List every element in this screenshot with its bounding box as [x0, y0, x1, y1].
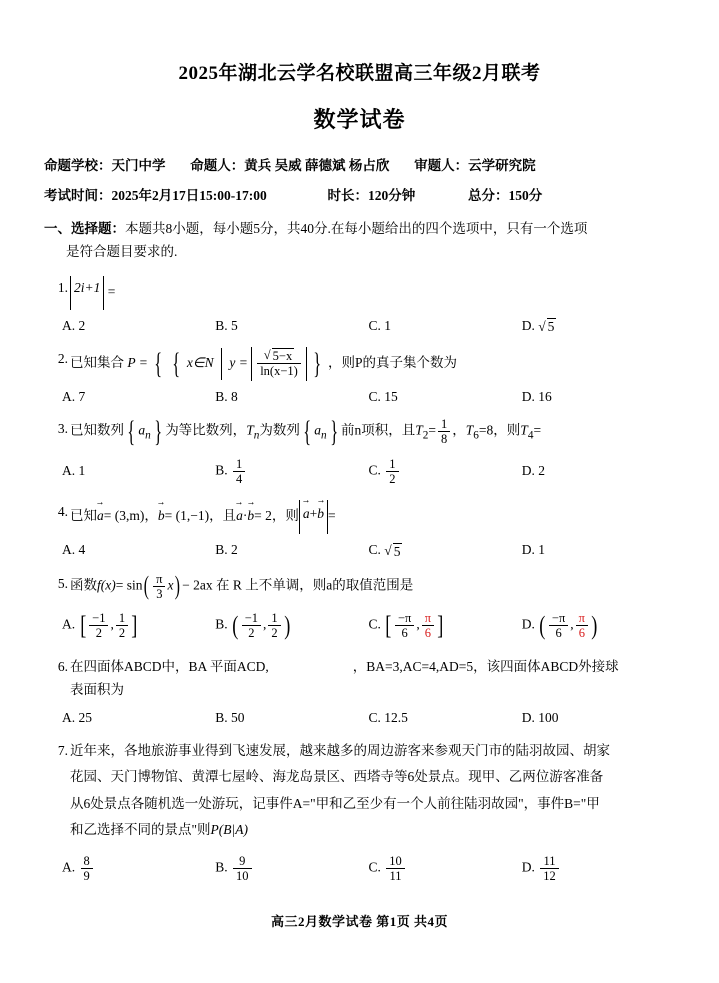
question-7 [44, 738, 675, 843]
question-2-stem [70, 347, 675, 381]
q7-line-4-text: 和乙选择不同的景点"则 [70, 821, 211, 837]
denominator: 6 [395, 625, 414, 640]
section-1-heading [44, 218, 675, 264]
page-title-line1: 2025年湖北云学名校联盟高三年级2月联考 [178, 63, 541, 84]
option-d[interactable] [522, 318, 675, 335]
q7-line-2: 花园、天门博物馆、黄潭七屋岭、海龙岛景区、西塔寺等6处景点。现甲、乙两位游客准备 [70, 769, 604, 785]
paren-right-icon: ) [175, 571, 181, 601]
paren-right-icon: ) [283, 610, 290, 640]
q6-text-c: 表面积为 [70, 682, 124, 698]
q3-sub-6: 6 [473, 429, 479, 442]
q3-text-2: 为等比数列， [165, 422, 247, 438]
fraction [386, 457, 398, 486]
set-condition-y: y = [229, 355, 248, 371]
option-d[interactable] [522, 854, 675, 883]
q3-sub-n3: n [320, 429, 327, 442]
denominator: 11 [386, 868, 405, 883]
q7-probability-expr: P(B|A) [210, 821, 248, 837]
q5-text-2: = sin [115, 577, 143, 593]
denominator: 2 [268, 625, 280, 640]
denominator: 2 [89, 625, 108, 640]
brace-right-icon: } [313, 347, 322, 381]
denominator: 8 [438, 431, 450, 446]
option-c[interactable] [369, 854, 522, 883]
q4-a-eq: = (3,m) [103, 508, 145, 524]
fraction [438, 417, 450, 446]
denominator: 2 [242, 625, 261, 640]
q3-text-1: 已知数列 [70, 422, 124, 438]
question-4-stem [70, 500, 675, 534]
fraction [89, 611, 108, 640]
option-b-label: B. [215, 859, 232, 875]
q7-line-4 [70, 817, 675, 843]
numerator: −1 [92, 611, 106, 626]
abs-bars-2 [251, 347, 307, 381]
bracket-right-icon: ] [437, 610, 444, 640]
option-c[interactable]: C. 12.5 [368, 709, 408, 725]
option-b[interactable] [215, 854, 368, 883]
paren-left-icon: ( [539, 610, 546, 640]
q3-eq-1: = [428, 422, 437, 438]
page-title-line2: 数学试卷 [313, 107, 406, 132]
sqrt-icon: √ [263, 348, 271, 363]
radicand: 5−x [272, 348, 293, 363]
numerator: −π [551, 611, 566, 626]
bracket-left-icon: [ [79, 610, 86, 640]
q5-text-3: − 2ax 在 R 上不单调，则a的取值范围是 [182, 577, 414, 593]
bracket-left-icon: [ [385, 610, 392, 640]
denominator: 4 [233, 471, 245, 486]
option-a[interactable]: A. 1 [62, 463, 86, 479]
option-c-label: C. [368, 542, 385, 558]
comma: , [416, 616, 420, 632]
setter-label: 命题人：黄兵 吴威 薛德斌 杨占欣 [190, 158, 390, 173]
question-4-options [44, 542, 675, 559]
question-6-number: 6. [57, 658, 68, 674]
reviewer-label: 审题人：云学研究院 [414, 158, 536, 173]
q5-text-1: 函数 [70, 577, 97, 593]
comma: , [570, 616, 574, 632]
equals-sign: = [107, 283, 116, 299]
question-6-stem [70, 655, 675, 702]
brace-right-icon: } [154, 414, 162, 448]
question-1 [44, 276, 675, 310]
fraction [233, 854, 252, 883]
sqrt-icon: √ [538, 318, 546, 334]
dot-operator: · [242, 508, 248, 524]
numerator: 8 [83, 853, 90, 868]
numerator: 9 [239, 853, 246, 868]
option-d[interactable]: D. 100 [521, 709, 559, 725]
numerator: 1 [389, 456, 396, 471]
question-2-prefix: 已知集合 [70, 355, 124, 371]
fraction [233, 457, 245, 486]
numerator: 1 [118, 611, 126, 626]
q7-line-3: 从6处景点各随机选一处游玩，记事件A="甲和乙至少有一个人前往陆羽故园"，事件B="甲 [70, 795, 600, 811]
option-c-label: C. [368, 462, 385, 478]
question-3-options [44, 454, 675, 488]
total-score-label: 总分：150分 [468, 188, 543, 203]
numerator: −π [397, 611, 412, 626]
denominator: 2 [116, 625, 128, 640]
exam-time-label: 考试时间：2025年2月17日15:00-17:00 [44, 188, 267, 203]
denominator: ln(x−1) [257, 363, 301, 378]
question-1-options [44, 318, 675, 335]
option-a[interactable]: A. 7 [62, 389, 86, 405]
q6-text-a: 在四面体ABCD中，BA 平面ACD, [70, 658, 269, 674]
option-d[interactable] [522, 611, 675, 640]
option-c[interactable]: C. 15 [368, 389, 398, 405]
option-c-label: C. [368, 859, 385, 875]
q4-text-3: ，且 [209, 508, 237, 524]
comma: , [110, 616, 114, 632]
q3-sub-4: 4 [527, 429, 534, 442]
numerator: −1 [244, 611, 258, 626]
vector-a: → a [97, 502, 104, 528]
q3-sub-n2: n [253, 429, 260, 442]
question-2 [44, 347, 675, 381]
option-b[interactable]: B. 5 [215, 317, 238, 333]
q3-sub-n: n [145, 429, 151, 442]
question-5-stem [70, 572, 675, 601]
numerator: π [156, 571, 163, 586]
option-d-radicand: 5 [547, 319, 555, 335]
brace-left-icon-2: { [303, 414, 311, 448]
q3-eq-2: = [533, 422, 542, 438]
meta-line-1 [44, 154, 675, 174]
brace-left-icon-2: { [172, 347, 181, 381]
section-1-instructions: 本题共8小题，每小题5分，共40分.在每小题给出的四个选项中，只有一个选项 [125, 221, 588, 236]
option-c-label: C. [368, 616, 385, 632]
option-b-label: B. [215, 462, 232, 478]
q3-T4: T [520, 422, 528, 438]
option-a-label: A. [62, 859, 79, 875]
paren-left-icon: ( [232, 610, 239, 640]
question-1-expression: 2i+1 [74, 279, 101, 295]
fraction [395, 611, 414, 640]
question-3 [44, 414, 675, 448]
option-d-label: D. [521, 859, 539, 875]
question-5 [44, 572, 675, 601]
numerator: π [578, 611, 585, 626]
question-5-number: 5. [57, 575, 68, 591]
q3-an: a [138, 422, 146, 438]
fraction-2 [576, 611, 588, 640]
vector-b: → b [158, 502, 165, 528]
fraction [386, 854, 405, 883]
denominator: 9 [81, 868, 93, 883]
denominator: 12 [540, 868, 559, 883]
denominator: 6 [549, 625, 568, 640]
question-2-number: 2. [57, 351, 68, 367]
option-b-label: B. [215, 616, 232, 632]
question-2-suffix: ，则P的真子集个数为 [327, 355, 457, 371]
q5-function: f(x) [97, 577, 116, 593]
q3-Tn: T [246, 422, 254, 438]
paren-right-icon: ) [591, 610, 598, 640]
q3-T6: T [465, 422, 474, 438]
q6-text-b: ，BA=3,AC=4,AD=5，该四面体ABCD外接球 [352, 658, 619, 674]
numerator: 11 [543, 853, 556, 868]
fraction [81, 854, 93, 883]
option-a[interactable]: A. 2 [62, 317, 86, 333]
option-c[interactable] [369, 457, 522, 486]
section-1-instructions-line2: 是符合题目要求的. [66, 243, 178, 259]
question-7-options [44, 851, 675, 885]
question-4 [44, 500, 675, 534]
q4-eq: = [327, 508, 336, 524]
option-a-label: A. [62, 616, 79, 632]
fraction-2 [268, 611, 280, 640]
numerator: 1 [271, 611, 278, 626]
radicand: 5 [393, 543, 401, 559]
question-3-stem: 已知数列 { $a_n$ } 为等比数列，$T_n$为数列 { $a_n$ } 前n项积，且$T_2=$ $\frac{1}{8}$ ，$T_6=8$，则$T_4=$ [70, 414, 542, 448]
option-a[interactable] [62, 611, 215, 640]
brace-right-icon-2: } [329, 414, 338, 448]
q3-text-6: =8，则 [478, 422, 521, 438]
option-d[interactable]: D. 16 [521, 389, 552, 405]
brace-left-icon: { [154, 347, 163, 381]
school-label: 命题学校：天门中学 [44, 158, 166, 173]
fraction-2 [422, 611, 434, 640]
question-7-number: 7. [57, 742, 68, 758]
option-d-label: D. [521, 616, 539, 632]
paren-left-icon: ( [144, 571, 150, 601]
question-1-stem [70, 276, 675, 310]
option-c[interactable] [369, 611, 522, 640]
option-a[interactable] [62, 854, 215, 883]
numerator: 1 [441, 417, 448, 432]
option-c[interactable]: C. 1 [368, 317, 392, 333]
brace-left-icon: { [127, 414, 136, 448]
option-b[interactable]: B. 50 [215, 709, 245, 725]
set-name: P = [127, 355, 148, 371]
comma: , [263, 616, 267, 632]
abs-bars-vector [299, 500, 328, 534]
option-d-label: D. [521, 317, 539, 333]
numerator [257, 347, 301, 363]
q3-sub-2: 2 [422, 429, 429, 442]
option-b[interactable]: B. 2 [215, 542, 238, 558]
page-footer: 高三2月数学试卷 第1页 共4页 [270, 914, 448, 930]
q3-text-3: 为数列 [259, 422, 300, 438]
vector-b-2: → b [247, 502, 254, 528]
fraction [549, 611, 568, 640]
vector-b-3: → b [317, 500, 324, 526]
q7-line-1: 近年来，各地旅游事业得到飞速发展，越来越多的周边游客来参观天门市的陆羽故园、胡家 [70, 742, 610, 758]
duration-label: 时长：120分钟 [327, 188, 416, 203]
option-a[interactable]: A. 4 [62, 542, 86, 558]
q3-an-2: a [314, 422, 321, 438]
section-1-title: 一、选择题： [44, 221, 125, 236]
sqrt-icon: √ [384, 543, 392, 559]
q4-text-2: ， [144, 508, 158, 524]
set-divider-bar [221, 348, 222, 380]
question-5-options [44, 609, 675, 643]
plus-sign: + [309, 506, 318, 522]
abs-bars [70, 276, 104, 310]
q3-text-4: 前n项积，且 [341, 422, 416, 438]
fraction-2 [116, 611, 128, 640]
set-element: x∈N [186, 355, 214, 371]
fraction [540, 854, 559, 883]
question-7-stem [70, 738, 675, 843]
q5-inner-x: x [167, 577, 174, 593]
option-b[interactable]: B. 8 [215, 389, 238, 405]
question-3-number: 3. [57, 421, 68, 437]
fraction [153, 572, 165, 601]
vector-a-3: → a [303, 500, 310, 526]
bracket-right-icon: ] [131, 610, 138, 640]
fraction [242, 611, 261, 640]
q4-text-1: 已知 [70, 508, 97, 524]
option-d[interactable]: D. 1 [521, 542, 545, 558]
fraction [257, 347, 301, 378]
numerator: 10 [389, 853, 402, 868]
denominator: 3 [153, 586, 165, 601]
numerator: 1 [236, 456, 243, 471]
q3-T2: T [415, 422, 423, 438]
numerator: π [424, 611, 431, 626]
option-c[interactable] [369, 542, 522, 559]
denominator: 6 [422, 625, 434, 640]
option-b[interactable] [215, 457, 368, 486]
question-1-number: 1. [57, 279, 68, 295]
vector-a-2: → a [236, 502, 243, 528]
question-4-number: 4. [57, 504, 68, 520]
option-a[interactable]: A. 25 [62, 709, 92, 725]
question-6 [44, 655, 675, 702]
denominator: 6 [576, 625, 588, 640]
question-6-options [44, 710, 675, 726]
q4-b-eq: = (1,−1) [164, 508, 210, 524]
meta-line-2 [44, 184, 675, 204]
denominator: 10 [233, 868, 252, 883]
q4-text-4: = 2，则 [254, 508, 299, 524]
denominator: 2 [386, 471, 398, 486]
option-d[interactable]: D. 2 [521, 463, 545, 479]
option-b[interactable] [215, 611, 368, 640]
question-2-options [44, 389, 675, 405]
